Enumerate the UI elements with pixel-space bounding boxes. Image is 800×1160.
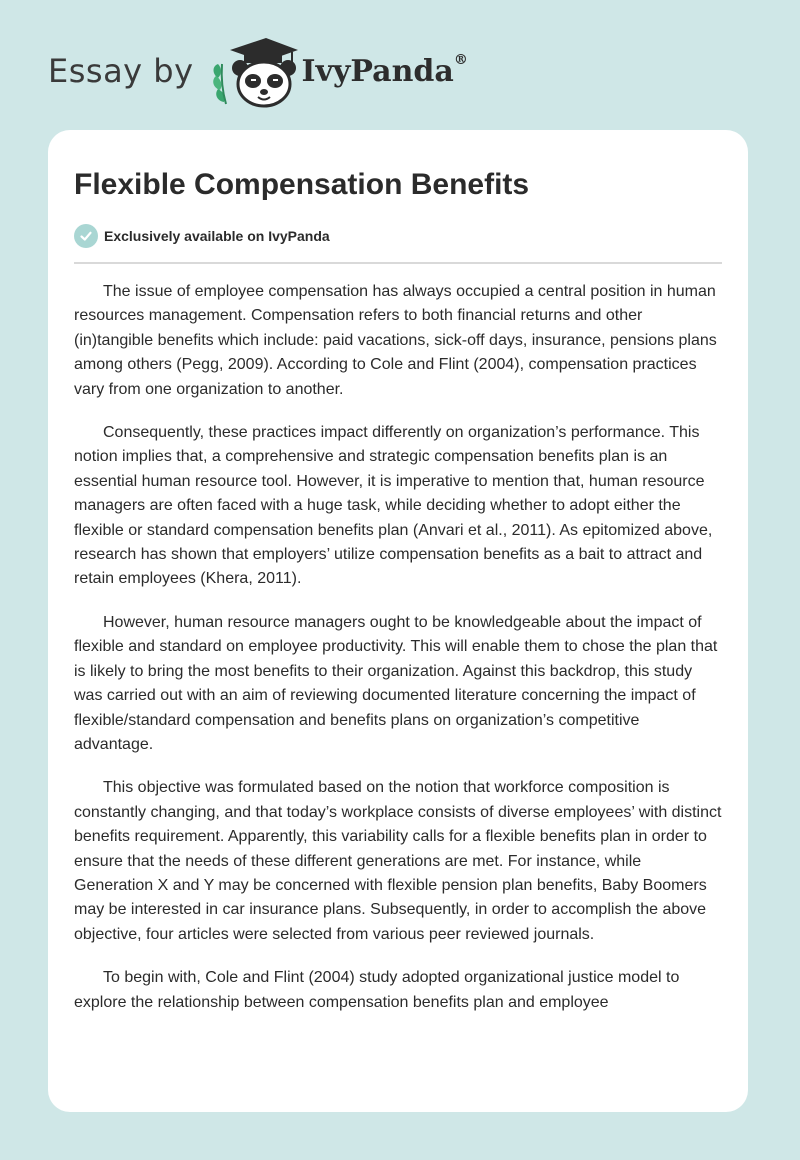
- brand-name[interactable]: IvyPanda®: [301, 51, 468, 89]
- registered-mark: ®: [453, 51, 468, 68]
- paragraph: However, human resource managers ought to be knowledgeable about the impact of flexible and standard on employee productivity. This will enable them to chose the plan that is likely to bring the most benefits to their organization. Against this backdrop, this study was carried out with an aim of reviewing documented literature concerning the impact of flexible/standard compensation and benefits plans on organization’s competitive advantage.: [74, 613, 718, 753]
- panda-graduate-logo-icon[interactable]: [208, 34, 300, 108]
- paragraph: The issue of employee compensation has always occupied a central position in human resources management. Compensation refers to both financial returns and other (in)tangible benefits which include: paid vacations, sick-off days, insurance, pensions plans among others (Pegg, 2009). According to Cole and Flint (2004), compensation practices vary from one organization to another.: [74, 283, 717, 398]
- site-header: [48, 34, 468, 108]
- divider: [74, 262, 722, 264]
- page-title: Flexible Compensation Benefits: [74, 168, 530, 201]
- paragraph: To begin with, Cole and Flint (2004) study adopted organizational justice model to explore the relationship between compensation benefits plan and employee: [74, 969, 680, 1011]
- paragraph: Consequently, these practices impact differently on organization’s performance. This notion implies that, a comprehensive and strategic compensation benefits plan is an essential human resource tool. However, it is imperative to mention that, human resource managers are often faced with a huge task, while deciding whether to adopt either the flexible or standard compensation benefits plan (Anvari et al., 2011). As epitomized above, research has shown that employers’ utilize compensation benefits as a bait to attract and retain employees (Khera, 2011).: [74, 424, 713, 588]
- exclusive-label: Exclusively available on IvyPanda: [104, 228, 330, 244]
- exclusive-badge: [74, 222, 722, 250]
- check-icon: [74, 224, 98, 248]
- paragraph: This objective was formulated based on the notion that workforce composition is constantly changing, and that today’s workplace consists of diverse employees’ with distinct benefits requirement. Apparently, this variability calls for a flexible benefits plan in order to ensure that the needs of these different generations are met. For instance, while Generation X and Y may be concerned with flexible pension plan benefits, Baby Boomers may be interested in car insurance plans. Subsequently, in order to accomplish the above objective, four articles were selected from various peer reviewed journals.: [74, 779, 722, 943]
- article-body: [74, 280, 722, 1015]
- essay-by-label: Essay by: [48, 52, 194, 90]
- article-card: [48, 130, 748, 1112]
